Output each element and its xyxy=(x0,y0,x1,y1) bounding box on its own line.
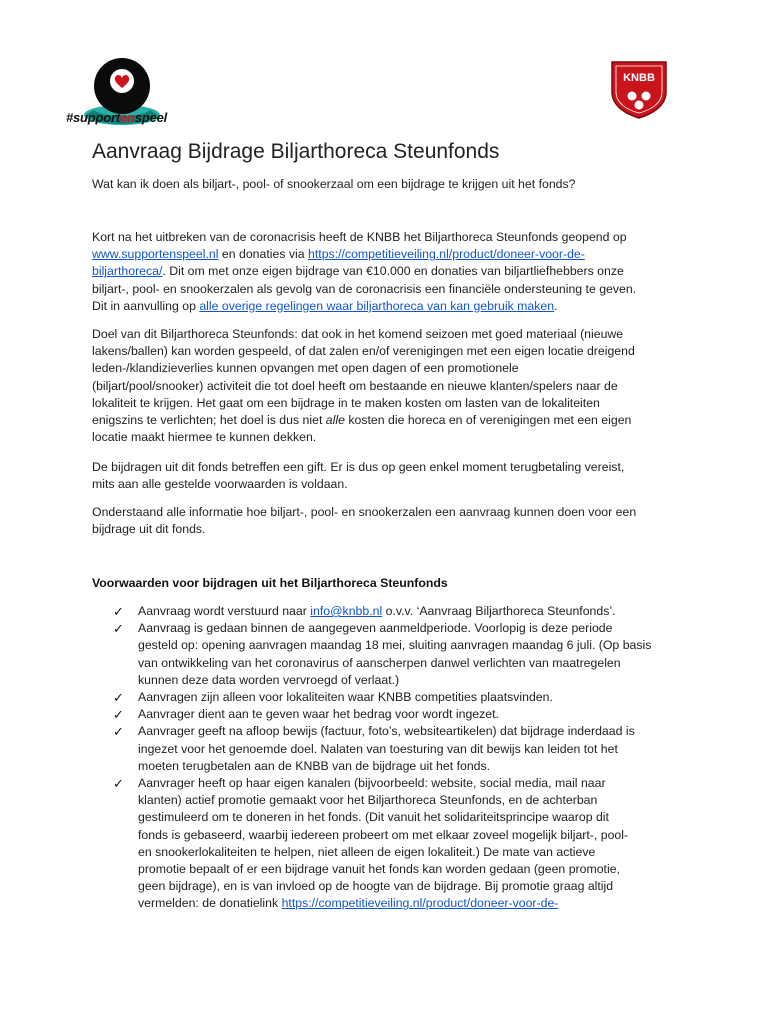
conditions-heading: Voorwaarden voor bijdragen uit het Biljarthoreca Steunfonds xyxy=(92,576,448,590)
checkmark-icon: ✓ xyxy=(113,690,124,706)
checkmark-icon: ✓ xyxy=(113,621,124,637)
condition-item: ✓ Aanvraag wordt verstuurd naar info@knbb.nl o.v.v. ‘Aanvraag Biljarthoreca Steunfonds’. xyxy=(113,604,616,619)
condition-item: ✓ Aanvragen zijn alleen voor lokaliteiten waar KNBB competities plaatsvinden. xyxy=(113,690,553,706)
hashtag-supportenspeel: #supportenspeel xyxy=(66,110,168,125)
checkmark-icon: ✓ xyxy=(113,724,124,740)
condition-item: ✓ Aanvrager dient aan te geven waar het bedrag voor wordt ingezet. xyxy=(113,707,499,723)
condition-item: ✓ Aanvraag is gedaan binnen de aangegeven aanmeldperiode. Voorlopig is deze periode gesteld op: opening aanvragen maandag 18 mei, sluiting aanvragen maandag 6 juli. (Op basis van ontwikkeling van het coronavirus of aanscherpen danwel verlichten van maatregelen kunnen deze data worden vervroegd of verlaat.) xyxy=(113,621,652,687)
checkmark-icon: ✓ xyxy=(113,776,124,792)
gift-paragraph: De bijdragen uit dit fonds betreffen een gift. Er is dus op geen enkel moment terugbetaling vereist, mits aan alle gestelde voorwaarden is voldaan. xyxy=(92,460,625,492)
purpose-paragraph: Doel van dit Biljarthoreca Steunfonds: dat ook in het komend seizoen met goed materiaal (nieuwe lakens/ballen) kan worden gespeeld, of dat zalen en/of verenigingen met een eigen locatie dreigend leden-/klandizieverlies kunnen opvangen met open dagen of een promotionele (biljart/pool/snooker) activiteit die tot doel heeft om bestaande en nieuwe klanten/spelers naar de lokaliteit te krijgen. Het gaat om een bijdrage in te maken kosten om lasten van de lokaliteiten enigszins te verlichten; het doel is dus niet alle kosten die horeca en of verenigingen met een eigen locatie maakt hiermee te kunnen dekken. xyxy=(92,327,635,445)
condition-item: ✓ Aanvrager heeft op haar eigen kanalen (bijvoorbeeld: website, social media, mail naar klanten) actief promotie gemaakt voor het Biljarthoreca Steunfonds, en de achterban gestimuleerd om te doneren in het fonds. (Dit vanuit het solidariteitsprincipe waarop dit fonds is gebaseerd, waarbij iedereen probeert om met elkaar zoveel mogelijk biljart-, pool- en snookerlokaliteiten te helpen, niet alleen de eigen lokaliteit.) De mate van actieve promotie bepaalt of er een bijdrage vanuit het fonds kan worden gedaan (geen promotie, geen bijdrage), en is van invloed op de hoogte van de bijdrage. Bij promotie graag altijd vermelden: de donatielink https://competitieveiling.nl/product/doneer-voor-de- xyxy=(113,776,629,911)
email-link[interactable]: info@knbb.nl xyxy=(310,604,383,618)
intro-line: biljart-, pool- en snookerzalen als gevolg van de coronacrisis een financiële ondersteuning te geven. xyxy=(92,281,637,296)
page-title: Aanvraag Bijdrage Biljarthoreca Steunfonds xyxy=(92,140,500,163)
condition-item: ✓ Aanvrager geeft na afloop bewijs (factuur, foto’s, websiteartikelen) dat bijdrage inderdaad is ingezet voor het genoemde doel. Nalaten van toesturing van dit bewijs kan leiden tot het moeten terugbetalen aan de KNBB van de bijdrage uit het fonds. xyxy=(113,724,635,773)
donation-link[interactable]: https://competitieveiling.nl/product/doneer-voor-de- xyxy=(308,247,585,262)
knbb-shield-logo xyxy=(608,58,670,120)
emphasis-alle: alle xyxy=(325,413,345,428)
intro-paragraph: Kort na het uitbreken van de coronacrisis heeft de KNBB het Biljarthoreca Steunfonds geopend op www.supportenspeel.nl en donaties via https://competitieveiling.nl/product/doneer-voor-de- biljarthoreca/. Dit om met onze eigen bijdrage van €10.000 en donaties van biljartliefhebbers onze biljart-, pool- en snookerzalen als gevolg van de coronacrisis een financiële ondersteuning te geven. Dit in aanvulling op alle overige regelingen waar biljarthoreca van kan gebruik maken. xyxy=(92,230,637,313)
donation-link-cont[interactable]: biljarthoreca/ xyxy=(92,264,163,279)
subtitle: Wat kan ik doen als biljart-, pool- of snookerzaal om een bijdrage te krijgen uit het fonds? xyxy=(92,177,576,191)
donation-link-bottom[interactable]: https://competitieveiling.nl/product/doneer-voor-de- xyxy=(281,896,559,911)
conditions-list xyxy=(0,603,651,913)
supportenspeel-link[interactable]: www.supportenspeel.nl xyxy=(92,247,219,262)
intro-line: Kort na het uitbreken van de coronacrisis heeft de KNBB het Biljarthoreca Steunfonds geopend op xyxy=(92,230,627,244)
shield-label: KNBB xyxy=(623,72,655,84)
other-regulations-link[interactable]: alle overige regelingen waar biljarthoreca van kan gebruik maken xyxy=(199,298,555,313)
checkmark-icon: ✓ xyxy=(113,604,124,619)
checkmark-icon: ✓ xyxy=(113,707,124,723)
info-paragraph: Onderstaand alle informatie hoe biljart-, pool- en snookerzalen een aanvraag kunnen doen voor een bijdrage uit dit fonds. xyxy=(92,505,637,537)
